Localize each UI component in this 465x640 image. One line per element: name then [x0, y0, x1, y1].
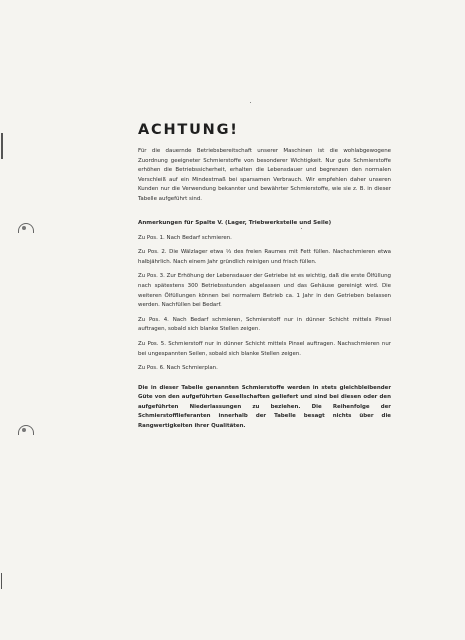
punch-hole-lower	[18, 425, 34, 435]
notes-heading: Anmerkungen für Spalte V. (Lager, Triebwerksteile und Seile)	[138, 219, 332, 226]
note-item-pos-1: Zu Pos. 1. Nach Bedarf schmieren.	[138, 234, 232, 241]
page-title: ACHTUNG!	[138, 122, 239, 138]
punch-hole-upper	[18, 223, 34, 233]
note-item-pos-3: Zu Pos. 3. Zur Erhöhung der Lebensdauer der Getriebe ist es wichtig, daß die erste Ölfüllung nach spätestens 300 Betriebsstunden abgelassen und das Gehäuse gereinigt wird. Die weiteren Ölfüllungen können bei normalem Betrieb ca. 1 Jahr in den Getrieben belassen werden. Nachfüllen bei Bedarf.	[138, 273, 391, 309]
scan-edge-mark-bottom	[1, 573, 2, 589]
note-item-pos-6: Zu Pos. 6. Nach Schmierplan.	[138, 365, 218, 372]
note-item-pos-4: Zu Pos. 4. Nach Bedarf schmieren, Schmierstoff nur in dünner Schicht mittels Pinsel auftragen, sobald sich blanke Stellen zeigen.	[138, 316, 391, 333]
note-item-pos-2: Zu Pos. 2. Die Wälzlager etwa ⅓ des freien Raumes mit Fett füllen. Nachschmieren etwa halbjährlich. Nach einem Jahr gründlich reinigen und frisch füllen.	[138, 249, 391, 265]
closing-paragraph: Die in dieser Tabelle genannten Schmierstoffe werden in stets gleichbleibender Güte von den aufgeführten Gesellschaften geliefert und sind bei diesen oder den aufgeführten Niederlassungen zu beziehen. Die Reihenfolge der Schmierstofflieferanten innerhalb der Tabelle besagt nichts über die Rangwertigkeiten ihrer Qualitäten.	[138, 384, 391, 430]
note-item-pos-5: Zu Pos. 5. Schmierstoff nur in dünner Schicht mittels Pinsel auftragen. Nachschmieren nur bei ungespannten Seilen, sobald sich blanke Stellen zeigen.	[138, 340, 391, 357]
scan-edge-mark-top	[1, 133, 3, 159]
scan-speck	[250, 102, 251, 103]
document-content	[138, 122, 391, 432]
intro-paragraph: Für die dauernde Betriebsbereitschaft unserer Maschinen ist die wohlabgewogene Zuordnung geeigneter Schmierstoffe von besonderer Wichtigkeit. Nur gute Schmierstoffe erhöhen die Betriebssicherheit, erhalten die Lebensdauer und begrenzen den normalen Verschleiß auf ein Mindestmaß bei sparsamen Verbrauch. Wir empfehlen daher unseren Kunden nur die Verwendung bekannter und bewährter Schmierstoffe, wie sie z. B. in dieser Tabelle aufgeführt sind.	[138, 148, 391, 202]
